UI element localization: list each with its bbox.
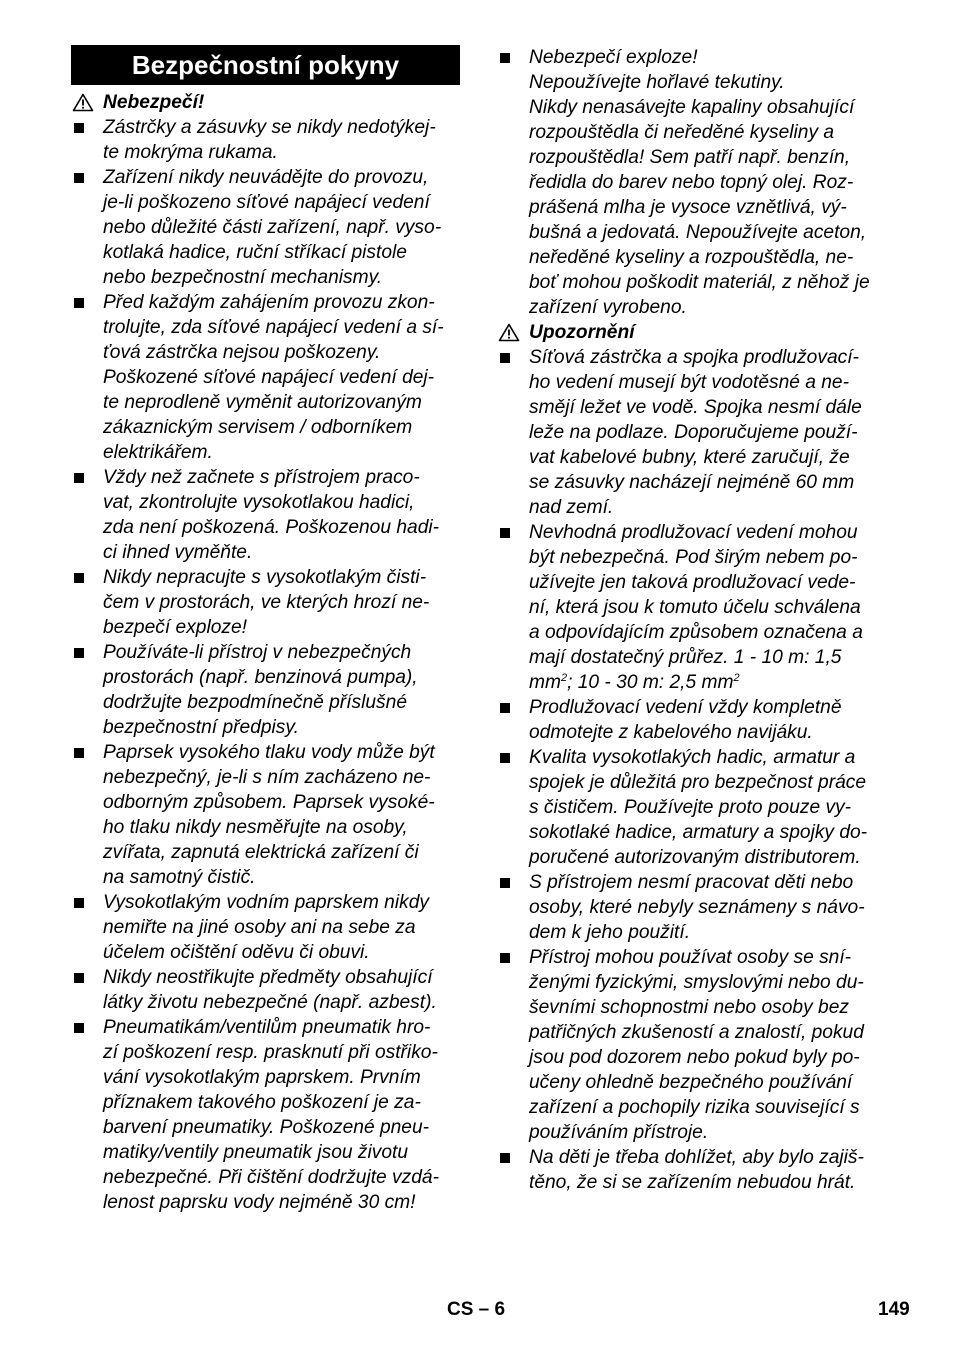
caution-label: Upozornění (529, 322, 635, 343)
page-number: 149 (878, 1299, 910, 1320)
item-text-line: rozpouštědla! Sem patří např. benzín, (529, 147, 851, 168)
square-bullet-icon (74, 898, 84, 908)
item-text-line: mají dostatečný průřez. 1 - 10 m: 1,5 (529, 647, 842, 668)
square-bullet-icon (74, 748, 84, 758)
item-text-line: ťová zástrčka nejsou poškozeny. (103, 342, 381, 363)
square-bullet-icon (74, 298, 84, 308)
danger-list (71, 115, 460, 1215)
list-item (71, 115, 460, 165)
item-text-line: ředidla do barev nebo topný olej. Roz- (529, 172, 854, 193)
item-text-line: patřičných zkušeností a znalostí, pokud (529, 1022, 864, 1043)
item-text-line: neředěné kyseliny a rozpouštědla, ne- (529, 247, 854, 268)
item-text-line: te neprodleně vyměnit autorizovaným (103, 392, 422, 413)
item-text-line: zda není poškozená. Poškozenou hadi- (103, 517, 440, 538)
item-text-line: vat kabelové bubny, které zaručují, že (529, 447, 850, 468)
item-text-line: příznakem takového poškození je za- (103, 1092, 421, 1113)
item-text-line: Prodlužovací vedení vždy kompletně (529, 697, 842, 718)
explosion-list (497, 45, 892, 320)
item-text-line: Vždy než začnete s přístrojem praco- (103, 467, 420, 488)
square-bullet-icon (74, 123, 84, 133)
item-text-line: a odpovídajícím způsobem označena a (529, 622, 863, 643)
item-text-line: Nikdy neostřikujte předměty obsahující (103, 967, 433, 988)
item-text-line: nebo bezpečnostní mechanismy. (103, 267, 383, 288)
item-text-line: poručené autorizovaným distributorem. (529, 847, 861, 868)
list-item (497, 520, 892, 695)
item-text-line: používáním přístroje. (529, 1122, 709, 1143)
item-text-line: prášená mlha je vysoce vznětlivá, vý- (529, 197, 847, 218)
item-text-line: bezpečnostní předpisy. (103, 717, 299, 738)
item-text-line: bezpečí exploze! (103, 617, 247, 638)
item-text-line: Vysokotlakým vodním paprskem nikdy (103, 892, 429, 913)
danger-label: Nebezpečí! (103, 92, 205, 113)
item-text-line: užívejte jen taková prodlužovací vede- (529, 572, 856, 593)
item-text-line: zákaznickým servisem / odborníkem (103, 417, 413, 438)
item-text-line: nemiřte na jiné osoby ani na sebe za (103, 917, 416, 938)
item-text-line: Pneumatikám/ventilům pneumatik hro- (103, 1017, 431, 1038)
item-text-line: nebezpečný, je-li s ním zacházeno ne- (103, 767, 431, 788)
item-text-line: prostorách (např. benzinová pumpa), (103, 667, 418, 688)
square-bullet-icon (500, 53, 510, 63)
list-item (71, 965, 460, 1015)
item-text-line: zařízení a pochopily rizika související s (529, 1097, 860, 1118)
item-text-line: rozpouštědla či neředěné kyseliny a (529, 122, 835, 143)
square-bullet-icon (500, 878, 510, 888)
square-bullet-icon (500, 703, 510, 713)
item-text-line: nad zemí. (529, 497, 614, 518)
list-item (497, 345, 892, 520)
square-bullet-icon (500, 528, 510, 538)
item-text-line: ci ihned vyměňte. (103, 542, 253, 563)
item-text-line: látky životu nebezpečné (např. azbest). (103, 992, 437, 1013)
item-text-line: ho vedení musejí být vodotěsné a ne- (529, 372, 849, 393)
item-text-line: dem k jeho použití. (529, 922, 691, 943)
item-text-line: ho tlaku nikdy nesměřujte na osoby, (103, 817, 408, 838)
list-item (497, 945, 892, 1145)
list-item (71, 165, 460, 290)
item-text-line: Přístroj mohou používat osoby se sní- (529, 947, 852, 968)
item-text-line: Síťová zástrčka a spojka prodlužovací- (529, 347, 859, 368)
item-text-line: kotlaká hadice, ruční stříkací pistole (103, 242, 407, 263)
square-bullet-icon (74, 473, 84, 483)
item-text-line: odmotejte z kabelového navijáku. (529, 722, 813, 743)
item-text-line: dodržujte bezpodmínečně příslušné (103, 692, 407, 713)
square-bullet-icon (74, 973, 84, 983)
item-text-line: Nevhodná prodlužovací vedení mohou (529, 522, 858, 543)
cross-section-part2: ; 10 - 30 m: 2,5 mm (567, 672, 734, 693)
item-text-line: Zástrčky a zásuvky se nikdy nedotýkej- (103, 117, 436, 138)
item-text-line: bušná a jedovatá. Nepoužívejte aceton, (529, 222, 867, 243)
warning-triangle-icon (72, 93, 94, 112)
item-text-line: ní, která jsou k tomuto účelu schválena (529, 597, 861, 618)
cross-section-line (529, 670, 892, 695)
item-text-line: leže na podlaze. Doporučujeme použí- (529, 422, 858, 443)
item-text-line: ševními schopnostmi nebo osoby bez (529, 997, 849, 1018)
section-heading: Bezpečnostní pokyny (71, 45, 460, 85)
list-item (71, 290, 460, 465)
list-item (497, 1145, 892, 1195)
item-text-line: elektrikářem. (103, 442, 213, 463)
square-bullet-icon (500, 353, 510, 363)
list-item (497, 870, 892, 945)
list-item (71, 890, 460, 965)
item-text-line: čem v prostorách, ve kterých hrozí ne- (103, 592, 430, 613)
cross-section-sup1: 2 (560, 672, 568, 684)
item-text-line: Poškozené síťové napájecí vedení dej- (103, 367, 435, 388)
square-bullet-icon (500, 953, 510, 963)
item-text-line: Kvalita vysokotlakých hadic, armatur a (529, 747, 856, 768)
item-text-line: spojek je důležitá pro bezpečnost práce (529, 772, 867, 793)
caution-warning (497, 320, 892, 345)
item-text-line: zvířata, zapnutá elektrická zařízení či (103, 842, 419, 863)
item-text-line: Zařízení nikdy neuvádějte do provozu, (103, 167, 429, 188)
item-text-line: trolujte, zda síťové napájecí vedení a sí- (103, 317, 444, 338)
item-text-line: barvení pneumatiky. Poškozené pneu- (103, 1117, 430, 1138)
item-text-line: Paprsek vysokého tlaku vody může být (103, 742, 435, 763)
caution-list-continued (497, 695, 892, 1195)
item-text-line: učeny ohledně bezpečného používání (529, 1072, 853, 1093)
danger-warning (71, 90, 460, 115)
list-item (71, 465, 460, 565)
item-text-line: Nikdy nepracujte s vysokotlakým čisti- (103, 567, 427, 588)
item-text-line: Nebezpečí exploze! (529, 47, 698, 68)
item-text-line: na samotný čistič. (103, 867, 256, 888)
item-text-line: ženými fyzickými, smyslovými nebo du- (529, 972, 864, 993)
item-text-line: být nebezpečná. Pod širým nebem po- (529, 547, 858, 568)
item-text-line: účelem očištění oděvu či obuvi. (103, 942, 370, 963)
item-text-line: matiky/ventily pneumatik jsou životu (103, 1142, 408, 1163)
item-text-line: zí poškození resp. prasknutí při ostřiko- (103, 1042, 438, 1063)
item-text-line: nebezpečné. Při čištění dodržujte vzdá- (103, 1167, 439, 1188)
item-text-line: te mokrýma rukama. (103, 142, 278, 163)
item-text-line: nebo důležité části zařízení, např. vyso- (103, 217, 442, 238)
square-bullet-icon (74, 1023, 84, 1033)
list-item (71, 640, 460, 740)
square-bullet-icon (74, 173, 84, 183)
item-text-line: se zásuvky nacházejí nejméně 60 mm (529, 472, 855, 493)
item-text-line: jsou pod dozorem nebo pokud byly po- (529, 1047, 860, 1068)
list-item (497, 695, 892, 745)
item-text-line: Nikdy nenasávejte kapaliny obsahující (529, 97, 855, 118)
item-text-line: smějí ležet ve vodě. Spojka nesmí dále (529, 397, 862, 418)
square-bullet-icon (74, 648, 84, 658)
list-item (497, 45, 892, 320)
item-text-line: odborným způsobem. Paprsek vysoké- (103, 792, 435, 813)
list-item (497, 745, 892, 870)
item-text-line: vat, zkontrolujte vysokotlakou hadici, (103, 492, 415, 513)
right-column (497, 45, 892, 1195)
item-text-line: těno, že si se zařízením nebudou hrát. (529, 1172, 856, 1193)
item-text-line: Před každým zahájením provozu zkon- (103, 292, 435, 313)
item-text-line: Na děti je třeba dohlížet, aby bylo zajiš- (529, 1147, 864, 1168)
list-item (71, 740, 460, 890)
item-text-line: osoby, které nebyly seznámeny s návo- (529, 897, 865, 918)
item-text-line: je-li poškozeno síťové napájecí vedení (103, 192, 430, 213)
footer-section-label: CS – 6 (447, 1299, 506, 1320)
caution-list (497, 345, 892, 695)
square-bullet-icon (500, 753, 510, 763)
cross-section-part1: mm (529, 672, 561, 693)
cross-section-sup2: 2 (733, 672, 740, 684)
item-text-line: Používáte-li přístroj v nebezpečných (103, 642, 412, 663)
list-item (71, 565, 460, 640)
square-bullet-icon (74, 573, 84, 583)
item-text-line: zařízení vyrobeno. (529, 297, 687, 318)
item-text-line: S přístrojem nesmí pracovat děti nebo (529, 872, 854, 893)
item-text-line: s čističem. Používejte proto pouze vy- (529, 797, 852, 818)
item-text-line: lenost paprsku vody nejméně 30 cm! (103, 1192, 416, 1213)
item-text-line: vání vysokotlakým paprskem. Prvním (103, 1067, 421, 1088)
item-text-line: Nepoužívejte hořlavé tekutiny. (529, 72, 785, 93)
item-text-line: boť mohou poškodit materiál, z něhož je (529, 272, 870, 293)
warning-triangle-icon (498, 323, 520, 342)
list-item (71, 1015, 460, 1215)
left-column (71, 45, 460, 1215)
square-bullet-icon (500, 1153, 510, 1163)
item-text-line: sokotlaké hadice, armatury a spojky do- (529, 822, 868, 843)
